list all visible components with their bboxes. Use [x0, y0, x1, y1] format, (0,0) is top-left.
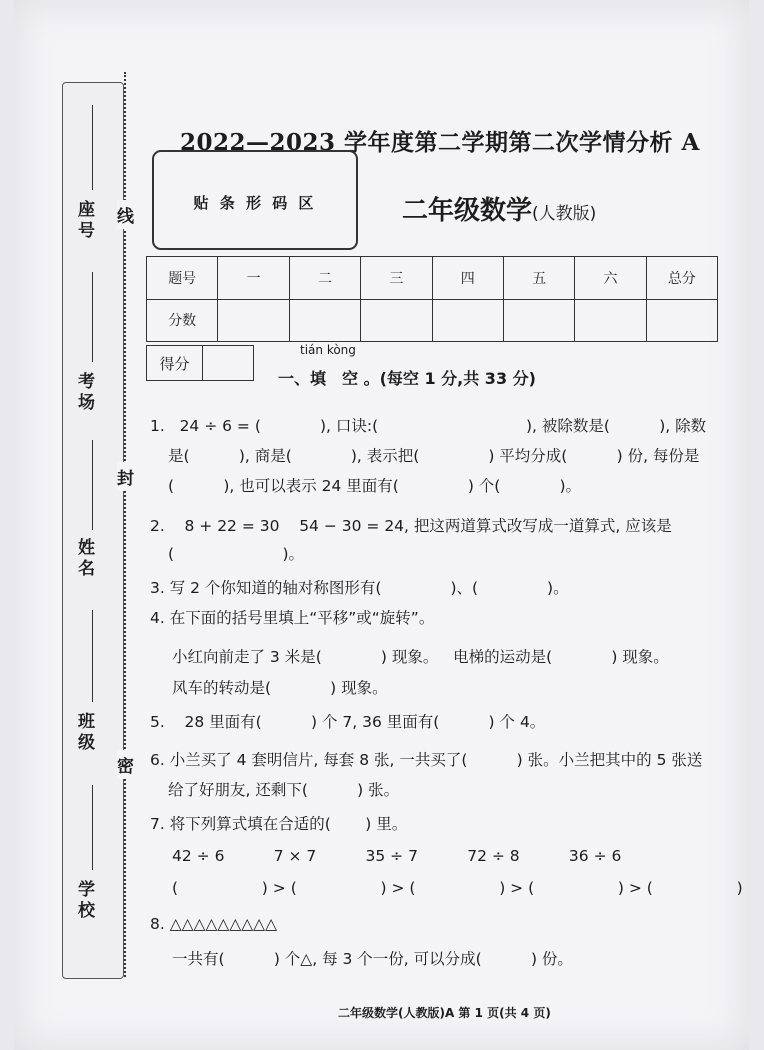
score-table-score-row: [147, 299, 718, 342]
class-label: 班级: [74, 712, 94, 754]
question-line: ( )。: [168, 545, 304, 563]
subject-name: 二年级数学: [402, 196, 533, 226]
table-cell: 三: [361, 257, 432, 300]
class-line: [92, 610, 93, 702]
question-line: 6. 小兰买了 4 套明信片, 每套 8 张, 一共买了( ) 张。小兰把其中的 5 张送: [150, 751, 703, 769]
score-blank-cell[interactable]: [575, 299, 646, 342]
question-line: 42 ÷ 6 7 × 7 35 ÷ 7 72 ÷ 8 36 ÷ 6: [172, 847, 622, 865]
question-line: 1. 24 ÷ 6 = ( ), 口诀:( ), 被除数是( ), 除数: [150, 417, 707, 435]
section-score-box: [146, 345, 254, 381]
score-table-header-row: [147, 257, 718, 300]
barcode-area: [152, 150, 358, 250]
seal-char-feng: 封: [117, 462, 134, 491]
table-cell: 六: [575, 257, 646, 300]
exam-title: 2022—2023 学年度第二学期第二次学情分析 A: [180, 129, 700, 156]
question-line: 给了好朋友, 还剩下( ) 张。: [168, 781, 400, 799]
question-line: 风车的转动是( ) 现象。: [172, 679, 388, 697]
exam-room-line: [92, 272, 93, 362]
question-line: ( ), 也可以表示 24 里面有( ) 个( )。: [168, 477, 582, 495]
table-cell: 总分: [646, 257, 717, 300]
heading-pinyin: tián kòng: [300, 343, 356, 357]
section-score-blank[interactable]: [203, 346, 253, 380]
seal-char-xian: 线: [117, 200, 134, 229]
question-line: ( ) > ( ) > ( ) > ( ) > ( ): [172, 879, 743, 897]
score-blank-cell[interactable]: [432, 299, 503, 342]
score-blank-cell[interactable]: [646, 299, 717, 342]
barcode-label: 贴 条 形 码 区: [193, 194, 317, 212]
question-line: 小红向前走了 3 米是( ) 现象。 电梯的运动是( ) 现象。: [172, 648, 669, 666]
table-cell: 题号: [147, 257, 218, 300]
subject-edition: (人教版): [532, 204, 597, 224]
table-cell: 二: [289, 257, 360, 300]
question-line: 8. △△△△△△△△△: [150, 915, 277, 933]
question-line: 5. 28 里面有( ) 个 7, 36 里面有( ) 个 4。: [150, 713, 546, 731]
name-line: [92, 440, 93, 530]
question-line: 3. 写 2 个你知道的轴对称图形有( )、( )。: [150, 579, 569, 597]
exam-room-label: 考场: [74, 372, 94, 414]
score-blank-cell[interactable]: [503, 299, 574, 342]
table-cell: 四: [432, 257, 503, 300]
school-label: 学校: [74, 880, 94, 922]
score-blank-cell[interactable]: [218, 299, 289, 342]
question-line: 2. 8 + 22 = 30 54 − 30 = 24, 把这两道算式改写成一道算式, 应该是: [150, 517, 672, 535]
section-score-label: 得分: [147, 346, 203, 380]
seal-char-mi: 密: [117, 750, 134, 779]
school-line: [92, 785, 93, 870]
question-line: 一共有( ) 个△, 每 3 个一份, 可以分成( ) 份。: [172, 950, 573, 968]
score-table: [146, 256, 718, 342]
table-cell: 一: [218, 257, 289, 300]
section-heading: 一、填 空 。(每空 1 分,共 33 分): [278, 369, 536, 388]
score-blank-cell[interactable]: [361, 299, 432, 342]
table-cell: 五: [503, 257, 574, 300]
question-line: 是( ), 商是( ), 表示把( ) 平均分成( ) 份, 每份是: [168, 447, 700, 465]
table-cell: 分数: [147, 299, 218, 342]
subject-title: [402, 190, 596, 227]
seat-number-line: [92, 105, 93, 190]
score-blank-cell[interactable]: [289, 299, 360, 342]
page-footer: 二年级数学(人教版)A 第 1 页(共 4 页): [338, 1006, 551, 1020]
name-label: 姓名: [74, 538, 94, 580]
question-line: 7. 将下列算式填在合适的( ) 里。: [150, 815, 408, 833]
seat-number-label: 座号: [74, 200, 94, 242]
question-line: 4. 在下面的括号里填上“平移”或“旋转”。: [150, 609, 435, 627]
